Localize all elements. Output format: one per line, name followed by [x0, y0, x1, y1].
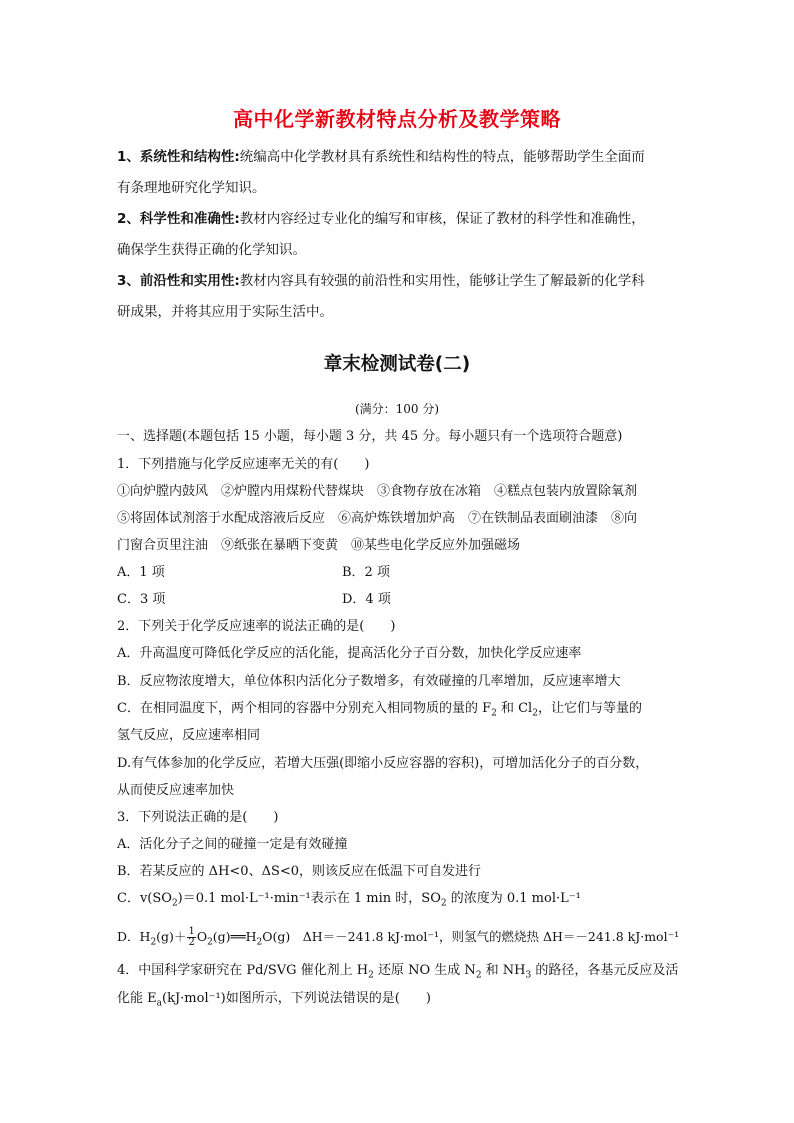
intro-item-2: [117, 204, 683, 266]
text: D．H: [117, 929, 151, 944]
q2-option-d-line1: D.有气体参加的化学反应，若增大压强(即缩小反应容器的容积)，可增加活化分子的百分数，: [117, 756, 649, 771]
text: ，让它们与等量的: [537, 701, 642, 716]
intro-label: 1、系统性和结构性:: [117, 149, 240, 165]
text: (g)＋: [156, 929, 187, 944]
q2-option-d-line2: 从而使反应速率加快: [117, 783, 235, 798]
q2-stem: 2．下列关于化学反应速率的说法正确的是( ): [117, 619, 396, 634]
text: )＝0.1 mol·L⁻¹·min⁻¹表示在 1 min 时，SO: [177, 891, 441, 906]
exam-score: (满分：100 分): [354, 402, 440, 416]
q2-option-a: A．升高温度可降低化学反应的活化能，提高活化分子百分数，加快化学反应速率: [117, 646, 582, 661]
text: 4．中国科学家研究在 Pd/SVG 催化剂上 H: [117, 963, 369, 978]
subscript: 2: [171, 898, 178, 909]
intro-text: 统编高中化学教材具有系统性和结构性的特点，能够帮助学生全面而: [239, 149, 645, 165]
intro-item-1: [117, 142, 683, 204]
intro-text: 有条理地研究化学知识。: [117, 180, 266, 196]
text: 和 NH: [481, 963, 526, 978]
q1-option-b: B．2 项: [342, 565, 390, 580]
intro-text: 教材内容具有较强的前沿性和实用性，能够让学生了解最新的化学科: [239, 273, 645, 289]
q1-items-line1: ①向炉膛内鼓风 ②炉膛内用煤粉代替煤块 ③食物存放在冰箱 ④糕点包装内放置除氧剂: [117, 484, 638, 499]
q2-option-c-line2: 氢气反应，反应速率相同: [117, 728, 261, 743]
q3-option-d: [117, 927, 683, 948]
text: O: [196, 929, 208, 944]
text: O(g) ΔH＝－241.8 kJ·mol⁻¹，则氢气的燃烧热 ΔH＝－241.8 kJ·mol⁻¹: [262, 929, 680, 944]
subscript: a: [156, 998, 162, 1009]
q3-option-a: A．活化分子之间的碰撞一定是有效碰撞: [117, 837, 348, 852]
text: C．v(SO: [117, 891, 172, 906]
q1-stem: 1．下列措施与化学反应速率无关的有( ): [117, 457, 370, 472]
q3-option-c: [117, 890, 683, 908]
q2-option-c-line1: [117, 700, 683, 718]
q3-option-b: B．若某反应的 ΔH<0、ΔS<0，则该反应在低温下可自发进行: [117, 864, 482, 879]
subscript: 2: [256, 937, 263, 948]
intro-text: 确保学生获得正确的化学知识。: [117, 242, 306, 258]
fraction-denominator: 2: [188, 937, 195, 948]
intro-text: 研成果，并将其应用于实际生活中。: [117, 304, 333, 320]
subscript: 2: [475, 970, 482, 981]
text: C．在相同温度下，两个相同的容器中分别充入相同物质的量的 F: [117, 701, 492, 716]
text: 和 Cl: [496, 701, 533, 716]
subscript: 2: [532, 708, 538, 719]
q2-option-b: B．反应物浓度增大，单位体积内活化分子数增多，有效碰撞的几率增加，反应速率增大: [117, 674, 621, 689]
intro-label: 2、科学性和准确性:: [117, 211, 240, 227]
q1-items-line2: ⑤将固体试剂溶于水配成溶液后反应 ⑥高炉炼铁增加炉高 ⑦在铁制品表面刷油漆 ⑧向: [117, 511, 638, 526]
subscript: 3: [525, 970, 532, 981]
subscript: 2: [150, 937, 157, 948]
intro-label: 3、前沿性和实用性:: [117, 273, 240, 289]
text: 的路径，各基元反应及活: [531, 963, 679, 978]
page-title: 高中化学新教材特点分析及教学策略: [233, 107, 561, 131]
text: 化能 E: [117, 991, 157, 1006]
intro-text: 教材内容经过专业化的编写和审核，保证了教材的科学性和准确性，: [239, 211, 645, 227]
q3-stem: 3．下列说法正确的是( ): [117, 810, 279, 825]
intro-item-3: [117, 266, 683, 328]
q1-option-a: A．1 项: [117, 565, 165, 580]
exam-title: 章末检测试卷(二): [323, 354, 471, 375]
subscript: 2: [440, 898, 447, 909]
q4-stem-line1: [117, 962, 683, 980]
text: 还原 NO 生成 N: [373, 963, 476, 978]
subscript: 2: [491, 708, 497, 719]
section-heading: 一、选择题(本题包括 15 小题，每小题 3 分，共 45 分。每小题只有一个选项符合题意): [117, 429, 623, 444]
q1-items-line3: 门窗合页里注油 ⑨纸张在暴晒下变黄 ⑩某些电化学反应外加强磁场: [117, 538, 521, 553]
text: (g)══H: [212, 929, 257, 944]
subscript: 2: [368, 970, 374, 981]
text: 的浓度为 0.1 mol·L⁻¹: [446, 891, 581, 906]
text: (kJ·mol⁻¹)如图所示，下列说法错误的是( ): [162, 991, 431, 1006]
q4-stem-line2: [117, 990, 683, 1008]
fraction-numerator: 1: [188, 926, 195, 937]
q1-option-c: C．3 项: [117, 592, 166, 607]
q1-option-d: D．4 项: [342, 592, 391, 607]
fraction-one-half: [187, 927, 195, 948]
subscript: 2: [207, 937, 213, 948]
